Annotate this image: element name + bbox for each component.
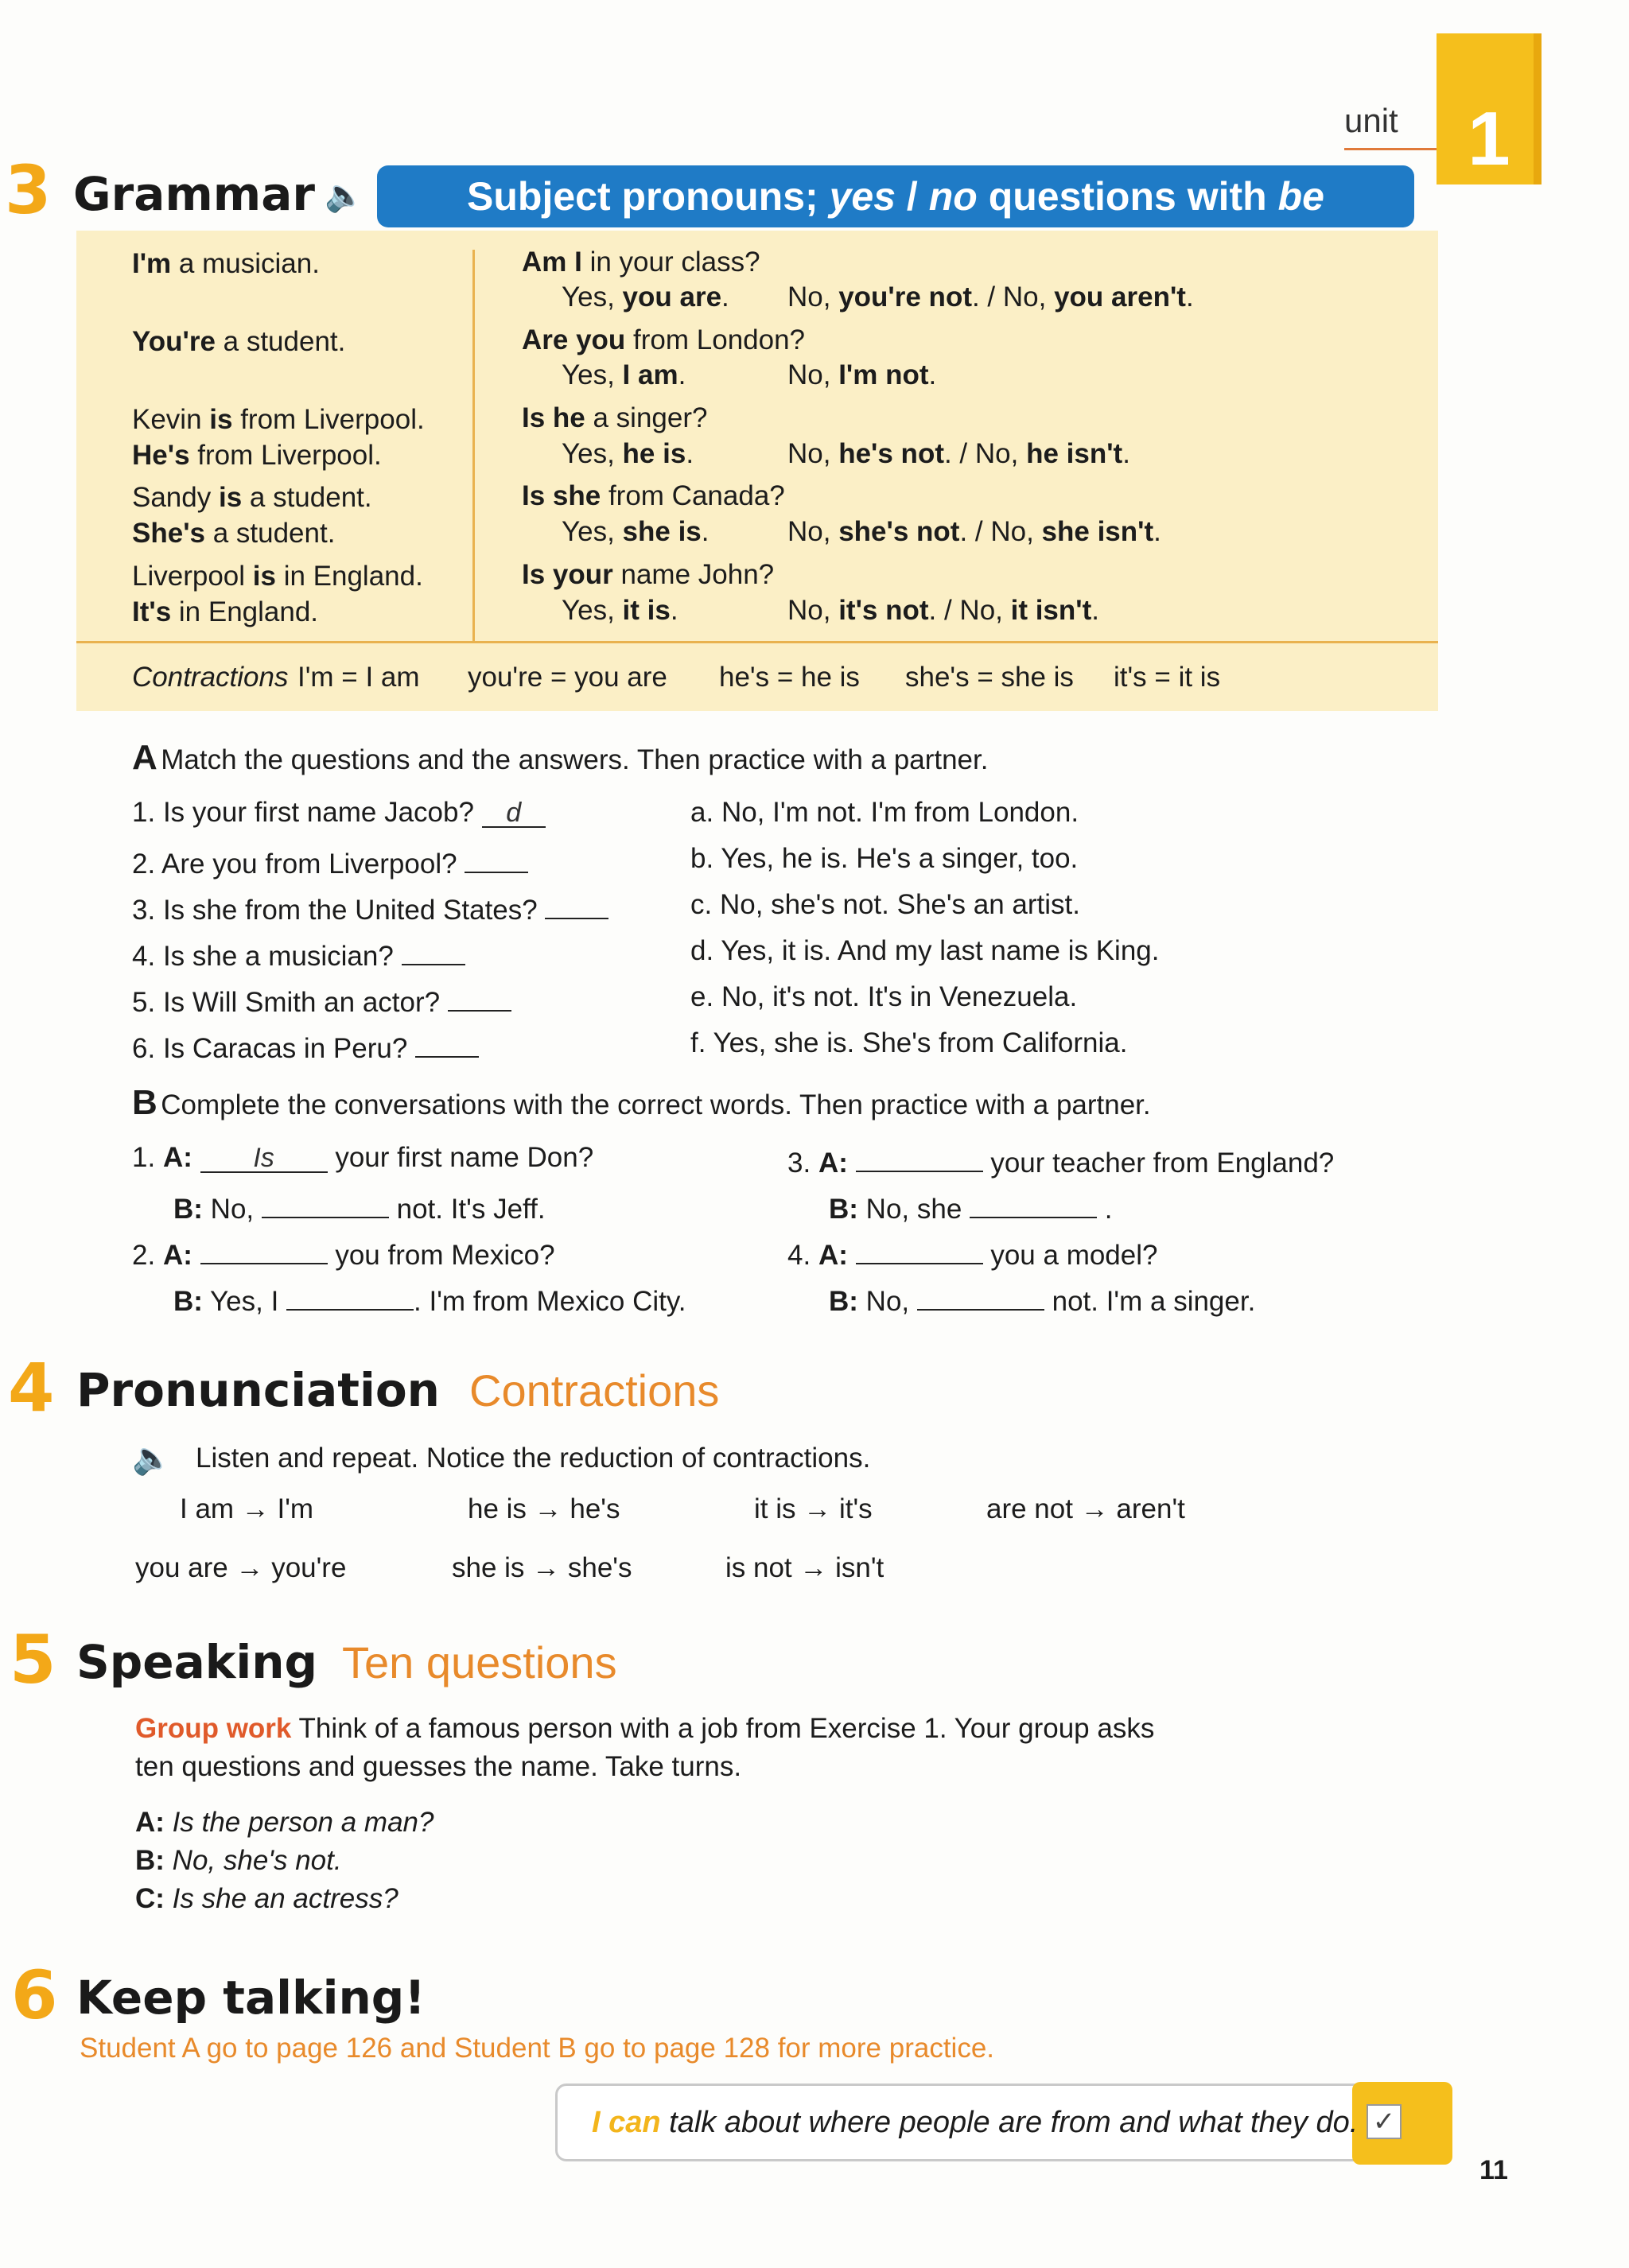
pronunciation-subtitle: Contractions	[469, 1365, 720, 1416]
grammar-divider	[472, 250, 475, 643]
exercise-a-answer: f. Yes, she is. She's from California.	[690, 1027, 1128, 1058]
exercise-a-question: 3. Is she from the United States?	[132, 889, 608, 926]
exercise-a-answer: c. No, she's not. She's an artist.	[690, 889, 1081, 920]
speaker-icon[interactable]: 🔈	[132, 1441, 172, 1476]
section-number-5: 5	[10, 1621, 56, 1699]
grammar-rule	[76, 641, 1438, 643]
speaker-icon[interactable]: 🔈	[325, 178, 364, 213]
contraction-pair: is not → isn't	[725, 1552, 884, 1583]
grammar-statement: Kevin is from Liverpool.	[132, 404, 425, 435]
contractions-label: Contractions	[132, 662, 289, 693]
conversation-3-a: 3. A: your teacher from England?	[787, 1142, 1334, 1179]
grammar-answer-no: No, I'm not.	[787, 359, 937, 390]
grammar-statement: You're a student.	[132, 326, 346, 357]
contraction-item: I'm = I am	[297, 662, 420, 693]
answer-blank[interactable]	[415, 1027, 479, 1058]
grammar-question: Is your name John?	[522, 559, 775, 590]
answer-blank[interactable]: d	[482, 798, 546, 828]
exercise-a-answer: e. No, it's not. It's in Venezuela.	[690, 981, 1078, 1012]
speaking-instruction-2: ten questions and guesses the name. Take turns.	[135, 1751, 742, 1782]
grammar-statement: I'm a musician.	[132, 248, 320, 279]
exercise-a-question: 4. Is she a musician?	[132, 935, 465, 973]
conversation-1-a: 1. A: Is your first name Don?	[132, 1142, 594, 1173]
exercise-a-question: 2. Are you from Liverpool?	[132, 843, 528, 880]
answer-blank[interactable]	[402, 935, 465, 965]
answer-blank[interactable]	[262, 1188, 389, 1218]
contraction-item: she's = she is	[905, 662, 1074, 693]
answer-blank[interactable]	[545, 889, 608, 919]
contraction-pair: you are → you're	[135, 1552, 347, 1583]
answer-blank[interactable]: Is	[200, 1143, 328, 1173]
grammar-question: Is he a singer?	[522, 402, 708, 433]
section-number-4: 4	[8, 1349, 55, 1427]
conversation-4-a: 4. A: you a model?	[787, 1234, 1157, 1272]
section-number-3: 3	[5, 151, 52, 229]
exercise-a-answer: a. No, I'm not. I'm from London.	[690, 797, 1079, 828]
grammar-answer-no: No, he's not. / No, he isn't.	[787, 438, 1130, 469]
grammar-statement: Liverpool is in England.	[132, 561, 423, 592]
contraction-pair: are not → aren't	[986, 1493, 1185, 1524]
grammar-answer-no: No, you're not. / No, you aren't.	[787, 282, 1194, 313]
exercise-a-question: 6. Is Caracas in Peru?	[132, 1027, 479, 1065]
speaking-instruction: Group work Think of a famous person with a job from Exercise 1. Your group asks	[135, 1713, 1155, 1744]
dialog-line: A: Is the person a man?	[135, 1807, 434, 1838]
grammar-answer-yes: Yes, I am.	[562, 359, 686, 390]
conversation-3-b: B: No, she .	[829, 1188, 1113, 1225]
answer-blank[interactable]	[200, 1234, 328, 1264]
answer-blank[interactable]	[970, 1188, 1097, 1218]
grammar-statement: Sandy is a student.	[132, 482, 372, 513]
exercise-a-question: 1. Is your first name Jacob? d	[132, 797, 546, 829]
answer-blank[interactable]	[465, 843, 528, 873]
speaking-title: Speaking	[76, 1635, 318, 1689]
conversation-2-b: B: Yes, I . I'm from Mexico City.	[173, 1280, 686, 1318]
exercise-a-answer: d. Yes, it is. And my last name is King.	[690, 935, 1160, 966]
unit-underline	[1344, 148, 1437, 150]
grammar-question: Are you from London?	[522, 324, 806, 355]
grammar-answer-yes: Yes, he is.	[562, 438, 694, 469]
grammar-answer-no: No, she's not. / No, she isn't.	[787, 516, 1161, 547]
conversation-1-b: B: No, not. It's Jeff.	[173, 1188, 546, 1225]
grammar-question: Is she from Canada?	[522, 480, 785, 511]
dialog-line: B: No, she's not.	[135, 1845, 342, 1876]
contraction-pair: she is → she's	[452, 1552, 632, 1583]
grammar-statement: She's a student.	[132, 518, 336, 549]
section-number-6: 6	[11, 1956, 58, 2034]
grammar-statement: It's in England.	[132, 596, 319, 627]
exercise-b-heading: B Complete the conversations with the correct words. Then practice with a partner.	[132, 1083, 1151, 1122]
exercise-a-question: 5. Is Will Smith an actor?	[132, 981, 511, 1019]
unit-number: 1	[1468, 96, 1510, 181]
exercise-a-answer: b. Yes, he is. He's a singer, too.	[690, 843, 1079, 874]
pronunciation-instruction: Listen and repeat. Notice the reduction of contractions.	[196, 1443, 871, 1474]
conversation-4-b: B: No, not. I'm a singer.	[829, 1280, 1255, 1318]
speaking-subtitle: Ten questions	[342, 1637, 617, 1687]
grammar-answer-yes: Yes, it is.	[562, 595, 678, 626]
grammar-statement: He's from Liverpool.	[132, 440, 382, 471]
grammar-question: Am I in your class?	[522, 247, 760, 278]
grammar-answer-yes: Yes, you are.	[562, 282, 729, 313]
keep-talking-title: Keep talking!	[76, 1971, 426, 2025]
checkbox[interactable]: ✓	[1367, 2104, 1402, 2139]
pronunciation-title: Pronunciation	[76, 1363, 440, 1417]
answer-blank[interactable]	[286, 1280, 414, 1311]
contraction-pair: he is → he's	[468, 1493, 620, 1524]
grammar-answer-yes: Yes, she is.	[562, 516, 710, 547]
grammar-banner: Subject pronouns; yes / no questions with be	[377, 165, 1414, 227]
grammar-title: Grammar	[73, 167, 315, 221]
answer-blank[interactable]	[917, 1280, 1044, 1311]
contraction-item: you're = you are	[468, 662, 667, 693]
answer-blank[interactable]	[448, 981, 511, 1012]
unit-label: unit	[1344, 102, 1398, 139]
contraction-pair: I am → I'm	[180, 1493, 314, 1524]
page-number: 11	[1479, 2155, 1508, 2185]
keep-talking-text: Student A go to page 126 and Student B go to page 128 for more practice.	[80, 2033, 995, 2064]
answer-blank[interactable]	[856, 1234, 983, 1264]
dialog-line: C: Is she an actress?	[135, 1883, 399, 1914]
contraction-item: it's = it is	[1114, 662, 1221, 693]
grammar-answer-no: No, it's not. / No, it isn't.	[787, 595, 1099, 626]
answer-blank[interactable]	[856, 1142, 983, 1172]
contraction-pair: it is → it's	[754, 1493, 873, 1524]
conversation-2-a: 2. A: you from Mexico?	[132, 1234, 555, 1272]
i-can-statement: I can talk about where people are from and what they do.	[592, 2106, 1359, 2139]
exercise-a-heading: A Match the questions and the answers. Then practice with a partner.	[132, 738, 989, 777]
contraction-item: he's = he is	[719, 662, 860, 693]
